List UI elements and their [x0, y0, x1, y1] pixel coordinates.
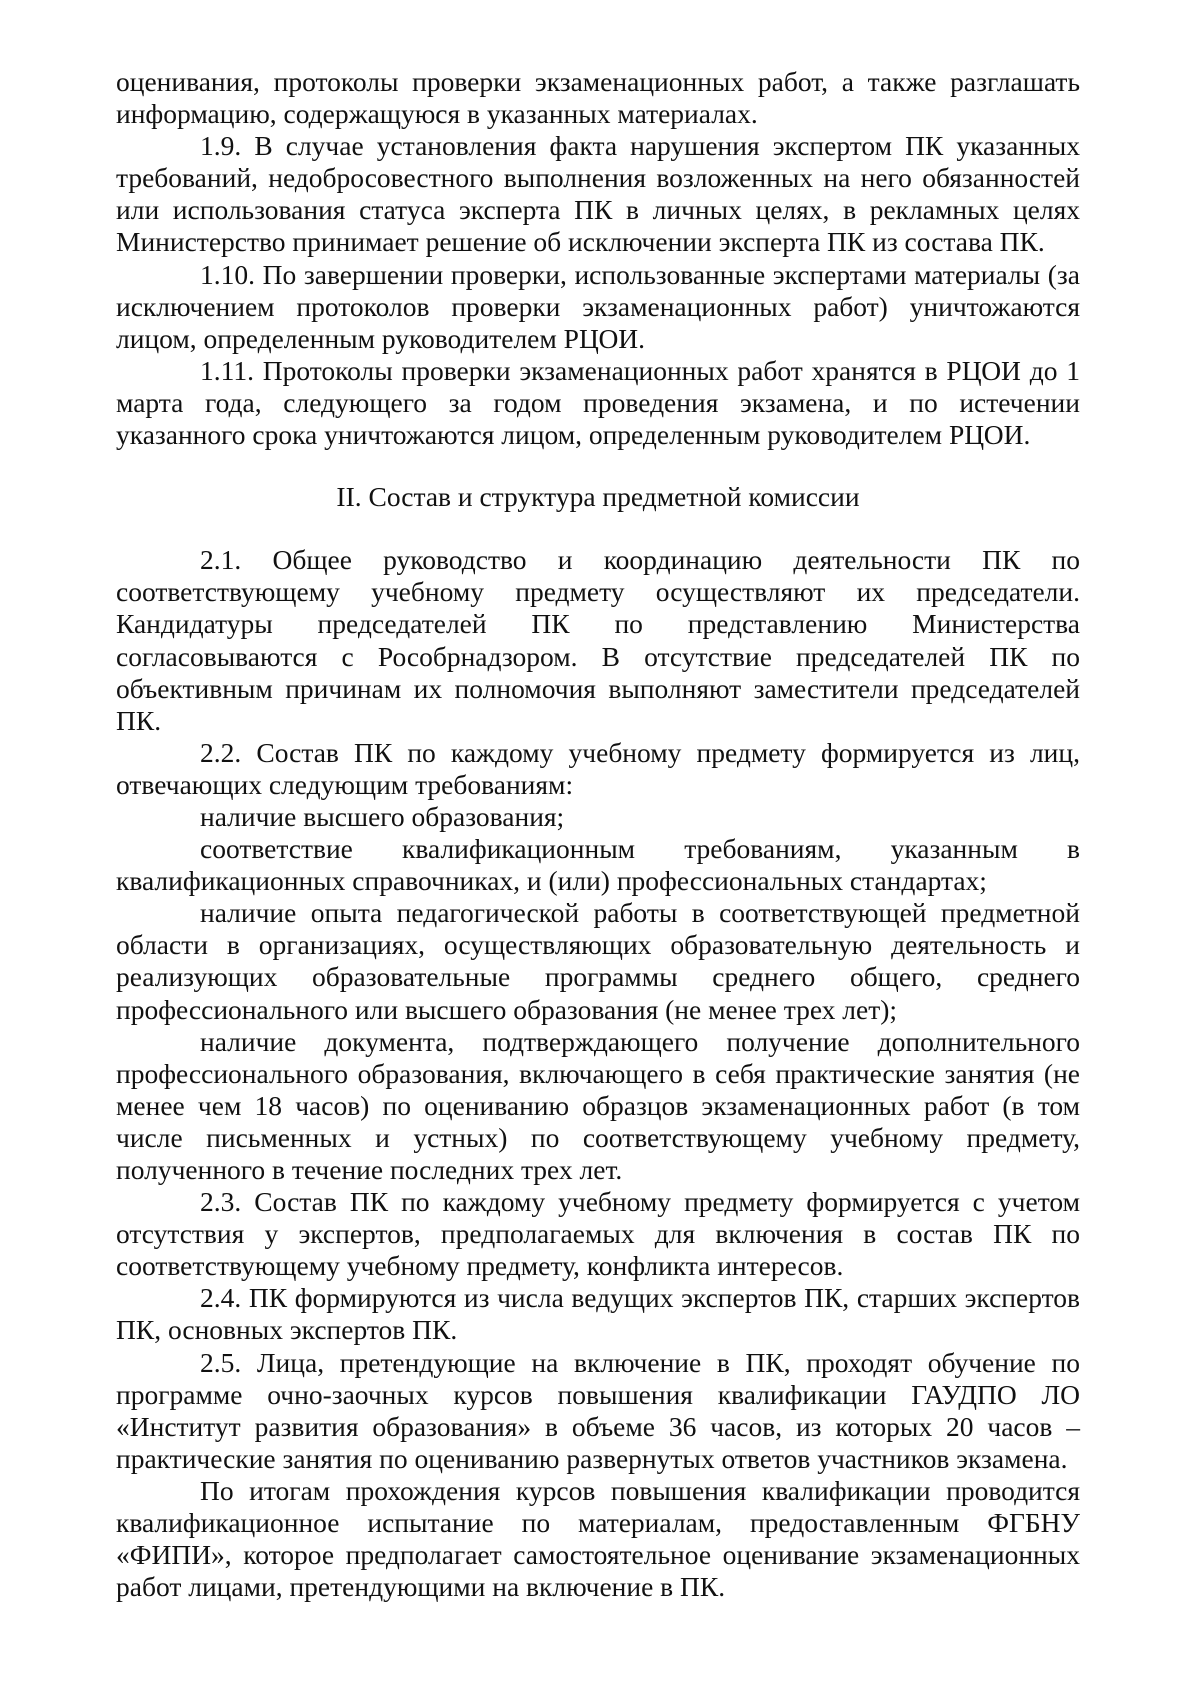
paragraph-1-10: 1.10. По завершении проверки, использованные экспертами материалы (за исключением протоколов проверки экзаменационных работ) уничтожаются лицом, определенным руководителем РЦОИ. — [116, 258, 1080, 354]
paragraph-2-2: 2.2. Состав ПК по каждому учебному предмету формируется из лиц, отвечающих следующим требованиям: — [116, 736, 1080, 800]
paragraph-1-11: 1.11. Протоколы проверки экзаменационных работ хранятся в РЦОИ до 1 марта года, следующего за годом проведения экзамена, и по истечении указанного срока уничтожаются лицом, определенным руководителем РЦОИ. — [116, 354, 1080, 451]
requirement-item: наличие документа, подтверждающего получение дополнительного профессионального образования, включающего в себя практические занятия (не менее чем 18 часов) по оцениванию образцов экзаменационных работ (в том числе письменных и устных) по соответствующему учебному предмету, полученного в течение последних трех лет. — [116, 1025, 1080, 1185]
requirement-item: соответствие квалификационным требованиям, указанным в квалификационных справочниках, и (или) профессиональных стандартах; — [116, 833, 1080, 897]
requirement-item: наличие высшего образования; — [200, 800, 565, 832]
paragraph-2-4: 2.4. ПК формируются из числа ведущих экспертов ПК, старших экспертов ПК, основных экспертов ПК. — [116, 1282, 1080, 1346]
paragraph-1-9: 1.9. В случае установления факта нарушения экспертом ПК указанных требований, недобросовестного выполнения возложенных на него обязанностей или использования статуса эксперта ПК в личных целях, в рекламных целях Министерство принимает решение об исключении эксперта ПК из состава ПК. — [116, 130, 1080, 258]
paragraph-2-3: 2.3. Состав ПК по каждому учебному предмету формируется с учетом отсутствия у экспертов, предполагаемых для включения в состав ПК по соответствующему учебному предмету, конфликта интересов. — [116, 1186, 1080, 1282]
paragraph-continuation: оценивания, протоколы проверки экзаменационных работ, а также разглашать информацию, содержащуюся в указанных материалах. — [116, 66, 1080, 130]
paragraph-2-1: 2.1. Общее руководство и координацию деятельности ПК по соответствующему учебному предмету осуществляют их председатели. Кандидатуры председателей ПК по представлению Министерства согласовываются с Рособрнадзором. В отсутствие председателей ПК по объективным причинам их полномочия выполняют заместители председателей ПК. — [116, 544, 1080, 736]
paragraph-qualification-test: По итогам прохождения курсов повышения квалификации проводится квалификационное испытание по материалам, предоставленным ФГБНУ «ФИПИ», которое предполагает самостоятельное оценивание экзаменационных работ лицами, претендующими на включение в ПК. — [116, 1474, 1080, 1603]
section-heading: II. Состав и структура предметной комиссии — [336, 481, 860, 513]
requirement-item: наличие опыта педагогической работы в соответствующей предметной области в организациях, осуществляющих образовательную деятельность и реализующих образовательные программы среднего общего, среднего профессионального или высшего образования (не менее трех лет); — [116, 897, 1080, 1025]
document-page — [116, 66, 1080, 1603]
paragraph-2-5: 2.5. Лица, претендующие на включение в ПК, проходят обучение по программе очно-заочных курсов повышения квалификации ГАУДПО ЛО «Институт развития образования» в объеме 36 часов, из которых 20 часов – практические занятия по оцениванию развернутых ответов участников экзамена. — [116, 1346, 1080, 1474]
